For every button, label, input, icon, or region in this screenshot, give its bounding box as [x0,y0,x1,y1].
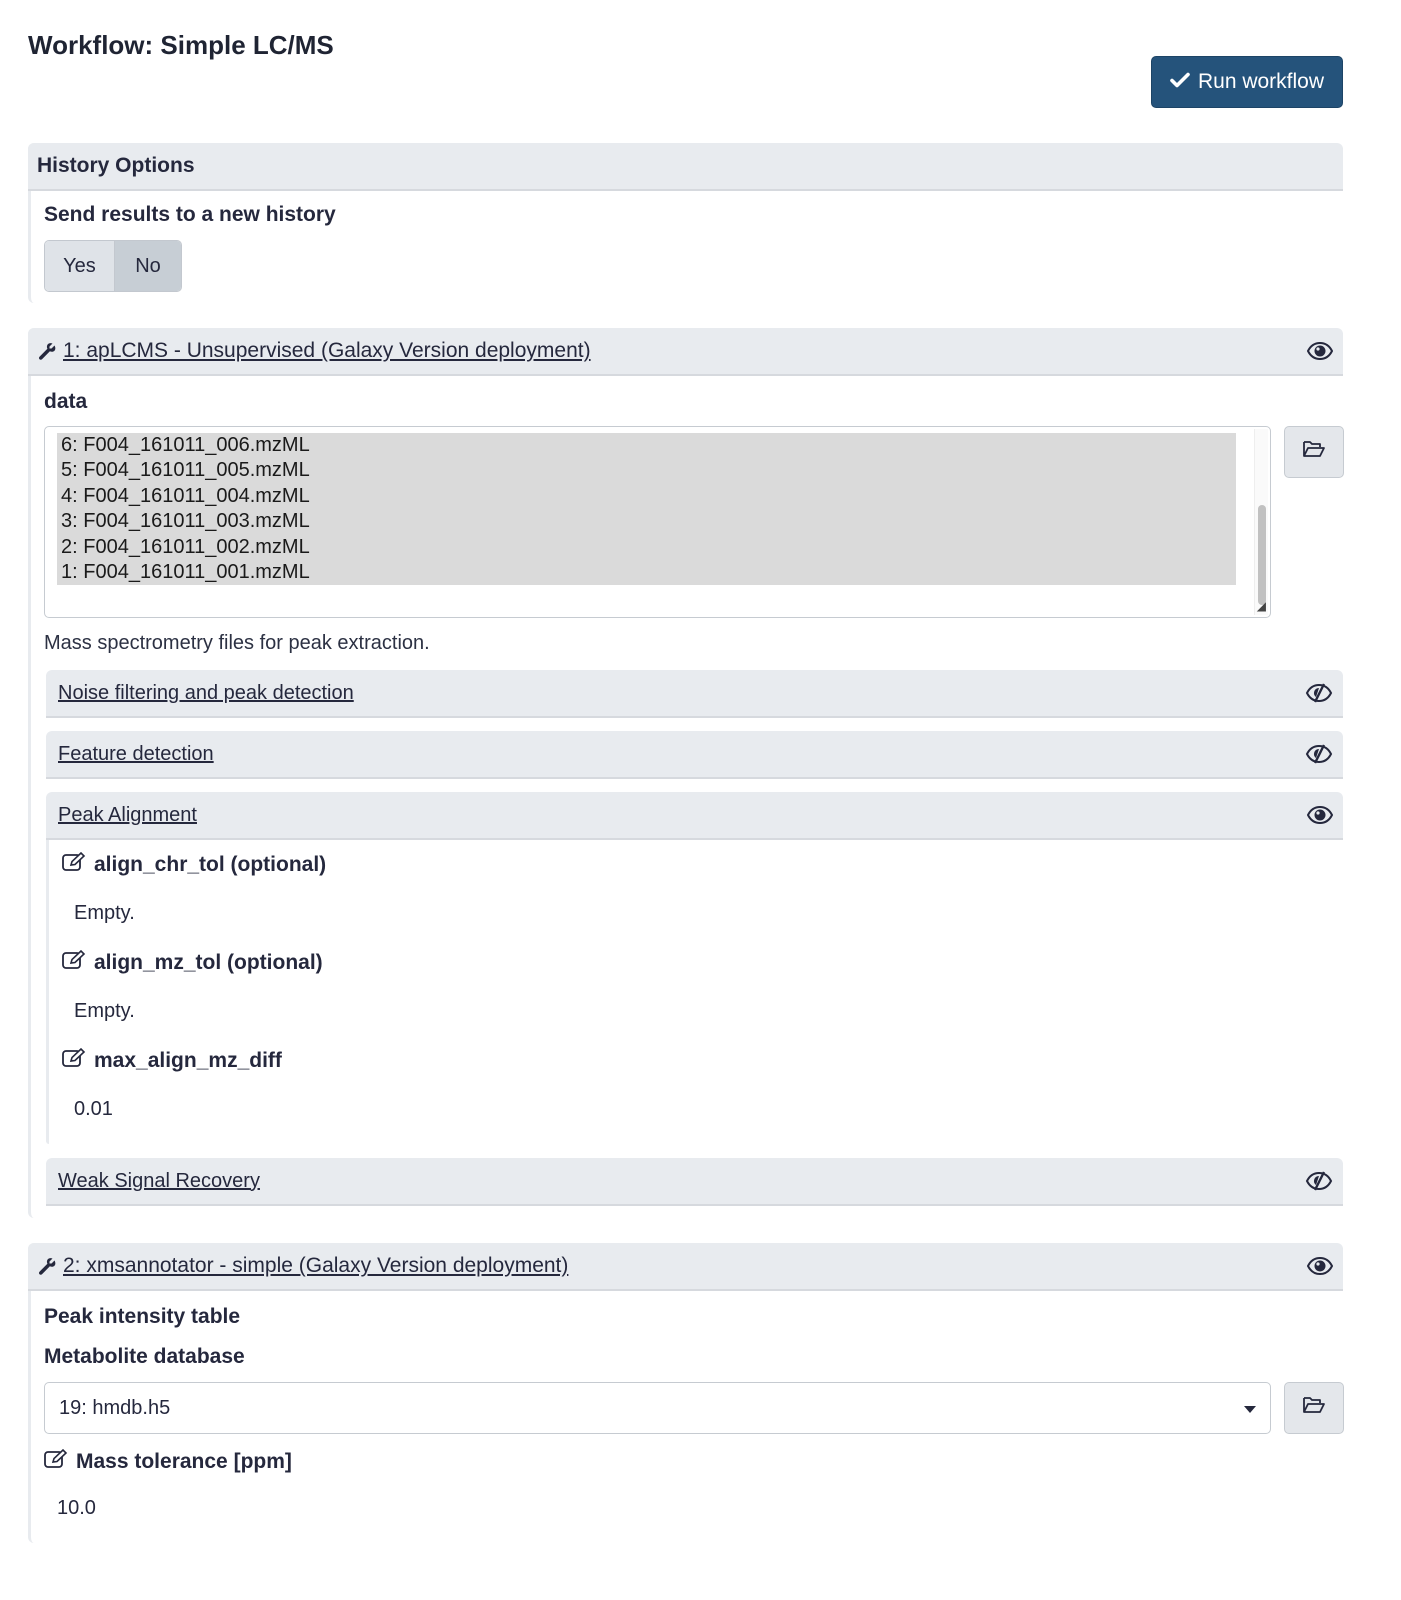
eye-icon[interactable] [1307,806,1333,824]
edit-icon [62,950,86,976]
history-options-title: History Options [37,154,195,177]
section-title-link[interactable]: Feature detection [58,742,214,765]
file-option[interactable]: 6: F004_161011_006.mzML [61,434,310,456]
wrench-icon [37,1256,57,1276]
section-peak-alignment[interactable] [46,792,1343,840]
step1-title-link[interactable]: 1: apLCMS - Unsupervised (Galaxy Version deployment) [63,339,591,362]
caret-down-icon [1244,1397,1256,1420]
run-workflow-label: Run workflow [1197,70,1325,93]
data-label: data [44,390,88,413]
folder-open-icon [1302,439,1326,465]
edit-icon [62,1048,86,1074]
edit-icon [44,1449,68,1475]
edit-icon [62,852,86,878]
param-value[interactable]: 0.01 [74,1098,113,1120]
browse-datasets-button[interactable] [1284,426,1344,478]
param-value[interactable]: Empty. [74,902,135,924]
section-title-link[interactable]: Weak Signal Recovery [58,1169,260,1192]
metabolite-database-value: 19: hmdb.h5 [59,1396,171,1419]
section-title-link[interactable]: Noise filtering and peak detection [58,681,354,704]
param-align-chr-tol: align_chr_tol (optional) [62,852,326,878]
section-noise-filtering[interactable] [46,670,1343,718]
step2-header [28,1243,1343,1291]
file-option[interactable]: 2: F004_161011_002.mzML [61,535,310,558]
param-max-align-mz-diff: max_align_mz_diff [62,1048,282,1074]
data-help-text: Mass spectrometry files for peak extraction. [44,632,430,654]
run-workflow-button[interactable] [1151,56,1343,108]
history-options-card [28,143,1343,303]
file-option[interactable]: 5: F004_161011_005.mzML [61,459,310,482]
section-weak-signal-recovery[interactable] [46,1158,1343,1206]
step1-card [28,328,1343,1218]
section-feature-detection[interactable] [46,731,1343,779]
peak-intensity-table-label: Peak intensity table [44,1305,241,1328]
page-title: Workflow: Simple LC/MS [28,30,334,60]
folder-open-icon [1302,1395,1326,1421]
toggle-yes[interactable]: Yes [45,241,115,291]
eye-slash-icon[interactable] [1305,682,1333,704]
peak-alignment-body-border [46,840,49,1144]
eye-icon[interactable] [1307,342,1333,360]
data-multiselect[interactable] [44,426,1271,618]
section-title-link[interactable]: Peak Alignment [58,803,197,826]
file-option[interactable]: 3: F004_161011_003.mzML [61,510,310,533]
mass-tolerance-value[interactable]: 10.0 [57,1497,96,1519]
file-option[interactable]: 1: F004_161011_001.mzML [61,561,310,584]
param-align-mz-tol: align_mz_tol (optional) [62,950,323,976]
scrollbar-thumb[interactable] [1258,505,1266,605]
eye-icon[interactable] [1307,1257,1333,1275]
eye-slash-icon[interactable] [1305,743,1333,765]
check-icon [1170,70,1190,94]
eye-slash-icon[interactable] [1305,1170,1333,1192]
file-option[interactable]: 4: F004_161011_004.mzML [61,484,310,507]
new-history-toggle [44,240,182,292]
toggle-no[interactable]: No [115,241,181,291]
step2-title-link[interactable]: 2: xmsannotator - simple (Galaxy Version deployment) [63,1254,569,1277]
selected-files-list [57,433,1236,585]
step1-header [28,328,1343,376]
browse-database-button[interactable] [1284,1382,1344,1434]
resize-handle-icon[interactable]: ◢ [1256,599,1266,613]
history-options-header [28,143,1343,191]
wrench-icon [37,341,57,361]
step2-card [28,1243,1343,1543]
metabolite-database-select[interactable] [44,1382,1271,1434]
send-results-label: Send results to a new history [44,203,336,226]
metabolite-database-label: Metabolite database [44,1345,245,1368]
param-value[interactable]: Empty. [74,1000,135,1022]
param-mass-tolerance: Mass tolerance [ppm] [44,1449,292,1475]
